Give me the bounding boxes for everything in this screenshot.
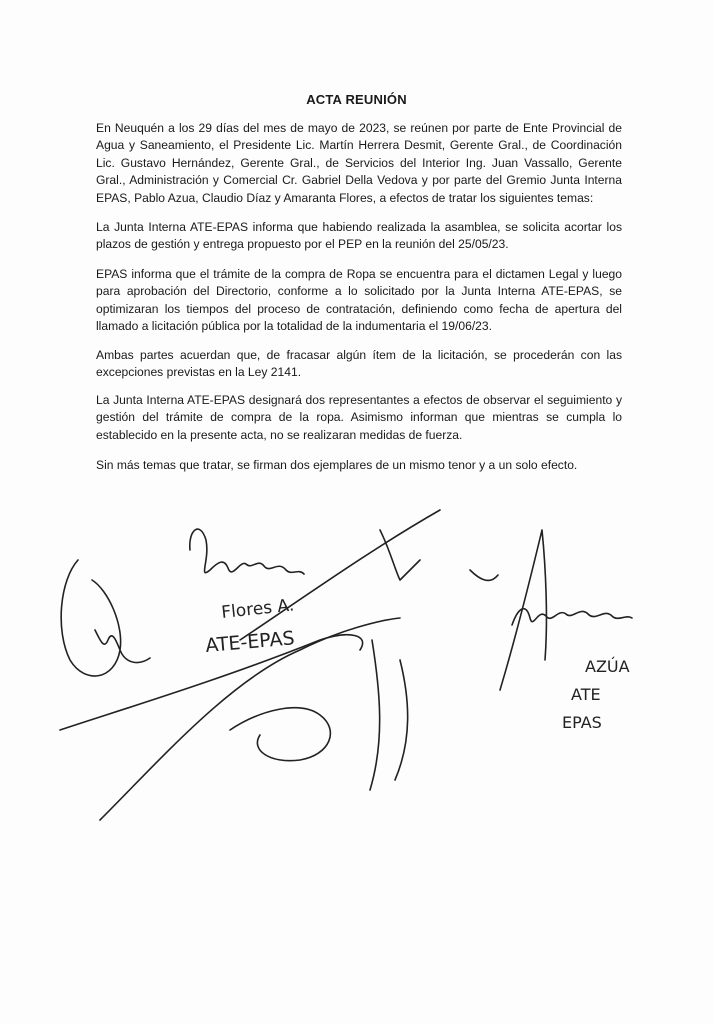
paragraph-epas-response: EPAS informa que el trámite de la compra de Ropa se encuentra para el dictamen Legal y luego para aprobación del Directorio, conforme a lo solicitado por la Junta Interna ATE-EPAS, se optimizaran los tiempos del proceso de contratación, definiendo como fecha de apertura del llamado a licitación pública por la totalidad de la indumentaria el 19/06/23. [96, 267, 622, 334]
signature-2 [190, 529, 304, 574]
paragraph-attendees: En Neuquén a los 29 días del mes de mayo de 2023, se reúnen por parte de Ente Provincial de Agua y Saneamiento, el Presidente Lic. Martín Herrera Desmit, Gerente Gral., de Coordinación Lic. Gustavo Hernández, Gerente Gral., de Servicios del Interior Ing. Juan Vassallo, Gerente Gral., Administración y Comercial Cr. Gabriel Della Vedova y por parte del Gremio Junta Interna EPAS, Pablo Azua, Claudio Díaz y Amaranta Flores, a efectos de tratar los siguientes temas: [96, 121, 622, 205]
signatures-area [0, 490, 713, 830]
signatures-drawing [0, 490, 713, 830]
paragraph-representatives: La Junta Interna ATE-EPAS designará dos representantes a efectos de observar el seguimiento y gestión del trámite de compra de la ropa. Asimismo informan que mientras se cumpla lo establecido en la presente acta, no se realizaran medidas de fuerza. [96, 393, 622, 442]
paragraph-agreement: Ambas partes acuerdan que, de fracasar algún ítem de la licitación, se procederán con las excepciones previstas en la Ley 2141. [96, 348, 622, 380]
signature-4 [470, 530, 546, 690]
paragraph-junta-request: La Junta Interna ATE-EPAS informa que habiendo realizada la asamblea, se solicita acortar los plazos de gestión y entrega propuesto por el PEP en la reunión del 25/05/23. [96, 220, 622, 252]
paragraph-closing: Sin más temas que tratar, se firman dos ejemplares de un mismo tenor y a un solo efecto. [96, 458, 578, 472]
document-title: ACTA REUNIÓN [306, 92, 407, 107]
handwritten-flores: Flores A. [220, 595, 296, 623]
handwritten-ate: ATE [571, 685, 601, 704]
handwritten-azua: AZÚA [585, 657, 630, 676]
signature-4-word [512, 609, 632, 625]
handwritten-epas: EPAS [562, 713, 602, 732]
signature-1 [61, 560, 150, 676]
signature-3-loop [230, 708, 330, 761]
handwritten-ate-epas-1: ATE-EPAS [204, 627, 296, 657]
